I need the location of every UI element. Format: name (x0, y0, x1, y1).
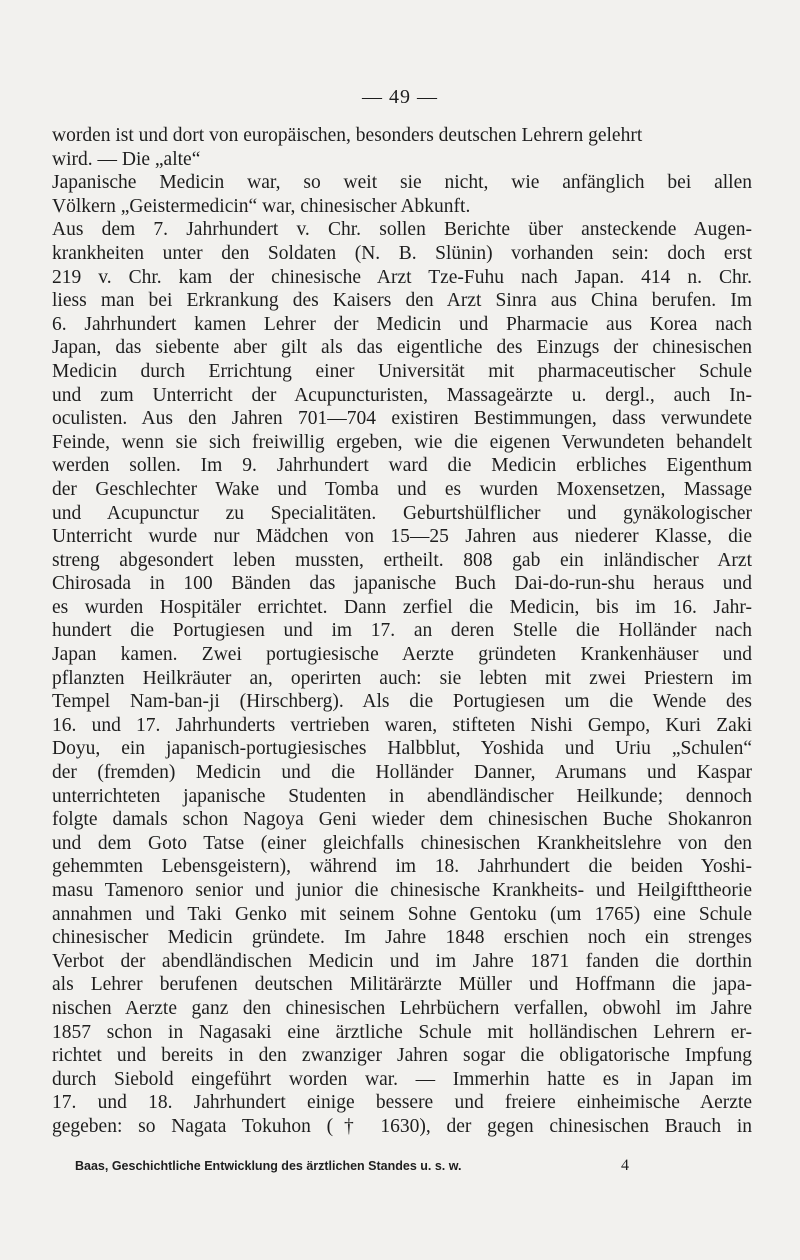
text-line: der Geschlechter Wake und Tomba und es wurden Moxensetzen, Massage (52, 478, 752, 500)
text-line: Japan kamen. Zwei portugiesische Aerzte gründeten Krankenhäuser und (52, 644, 752, 666)
text-line: Japanische Medicin war, so weit sie nicht, wie anfänglich bei allen (52, 172, 752, 194)
text-line: Tempel Nam-ban-ji (Hirschberg). Als die Portugiesen um die Wende des (52, 691, 752, 713)
text-line: oculisten. Aus den Jahren 701—704 existiren Bestimmungen, dass verwundete (52, 408, 752, 430)
page-number: — 49 — (362, 86, 438, 108)
text-line: nischen Aerzte ganz den chinesischen Lehrbüchern verfallen, obwohl im Jahre (52, 997, 752, 1019)
text-line: 17. und 18. Jahrhundert einige bessere und freiere einheimische Aerzte (52, 1092, 752, 1114)
text-line: hundert die Portugiesen und im 17. an deren Stelle die Holländer nach (52, 620, 752, 642)
text-line: gegeben: so Nagata Tokuhon († 1630), der gegen chinesischen Brauch in (52, 1115, 752, 1137)
text-line: folgte damals schon Nagoya Geni wieder dem chinesischen Buche Shokanron (52, 809, 752, 831)
text-line: Japan, das siebente aber gilt als das eigentliche des Einzugs der chinesischen (52, 337, 752, 359)
text-line: durch Siebold eingeführt worden war. — Immerhin hatte es in Japan im (52, 1068, 752, 1090)
text-line: 219 v. Chr. kam der chinesische Arzt Tze-Fuhu nach Japan. 414 n. Chr. (52, 266, 752, 288)
text-line: es wurden Hospitäler errichtet. Dann zerfiel die Medicin, bis im 16. Jahr- (52, 596, 752, 618)
text-line: und zum Unterricht der Acupuncturisten, Massageärzte u. dergl., auch In- (52, 384, 752, 406)
text-line: werden sollen. Im 9. Jahrhundert ward die Medicin erbliches Eigenthum (52, 455, 752, 477)
text-line: worden ist und dort von europäischen, besonders deutschen Lehrern gelehrt (52, 125, 643, 146)
text-line: Verbot der abendländischen Medicin und im Jahre 1871 fanden die dorthin (52, 950, 752, 972)
text-line: unterrichteten japanische Studenten in abendländischer Heilkunde; dennoch (52, 785, 752, 807)
footer-citation (75, 1159, 675, 1173)
text-line: Aus dem 7. Jahrhundert v. Chr. sollen Berichte über ansteckende Augen- (52, 219, 752, 241)
text-line: wird. — Die „alte“ (52, 148, 201, 170)
text-line: annahmen und Taki Genko mit seinem Sohne Gentoku (um 1765) eine Schule (52, 903, 752, 925)
text-line: Medicin durch Errichtung einer Universität mit pharmaceutischer Schule (52, 360, 752, 382)
text-line: streng abgesondert leben mussten, ertheilt. 808 gab ein inländischer Arzt (52, 549, 752, 571)
text-line: richtet und bereits in den zwanziger Jahren sogar die obligatorische Impfung (52, 1045, 752, 1067)
text-line: und dem Goto Tatse (einer gleichfalls chinesischen Krankheitslehre von den (52, 832, 752, 854)
text-line: pflanzten Heilkräuter an, operirten auch: sie lebten mit zwei Priestern im (52, 667, 752, 689)
text-line: 6. Jahrhundert kamen Lehrer der Medicin und Pharmacie aus Korea nach (52, 313, 752, 335)
text-line: 16. und 17. Jahrhunderts vertrieben waren, stifteten Nishi Gempo, Kuri Zaki (52, 714, 752, 736)
footer-text: Baas, Geschichtliche Entwicklung des ärztlichen Standes u. s. w. (75, 1159, 462, 1173)
text-line: Chirosada in 100 Bänden das japanische Buch Dai-do-run-shu heraus und (52, 573, 752, 595)
text-line: Unterricht wurde nur Mädchen von 15—25 Jahren aus niederer Klasse, die (52, 526, 752, 548)
text-line: und Acupunctur zu Specialitäten. Geburtshülflicher und gynäkologischer (52, 502, 752, 524)
text-line: 1857 schon in Nagasaki eine ärztliche Schule mit holländischen Lehrern er- (52, 1021, 752, 1043)
text-line: als Lehrer berufenen deutschen Militärärzte Müller und Hoffmann die japa- (52, 974, 752, 996)
text-line: Feinde, wenn sie sich freiwillig ergeben, wie die eigenen Verwundeten behandelt (52, 431, 752, 453)
text-line: Völkern „Geistermedicin“ war, chinesischer Abkunft. (52, 195, 471, 217)
text-line: der (fremden) Medicin und die Holländer Danner, Arumans und Kaspar (52, 762, 752, 784)
body-text (52, 124, 752, 1139)
text-line: gehemmten Lebensgeistern), während im 18. Jahrhundert die beiden Yoshi- (52, 856, 752, 878)
text-line: krankheiten unter den Soldaten (N. B. Slünin) vorhanden sein: doch erst (52, 242, 752, 264)
text-line: masu Tamenoro senior und junior die chinesische Krankheits- und Heilgifttheorie (52, 880, 752, 901)
text-line: liess man bei Erkrankung des Kaisers den Arzt Sinra aus China berufen. Im (52, 290, 752, 312)
text-line: chinesischer Medicin gründete. Im Jahre 1848 erschien noch ein strenges (52, 927, 752, 949)
text-line: Doyu, ein japanisch-portugiesisches Halbblut, Yoshida und Uriu „Schulen“ (52, 738, 752, 760)
signature-mark: 4 (621, 1157, 629, 1174)
